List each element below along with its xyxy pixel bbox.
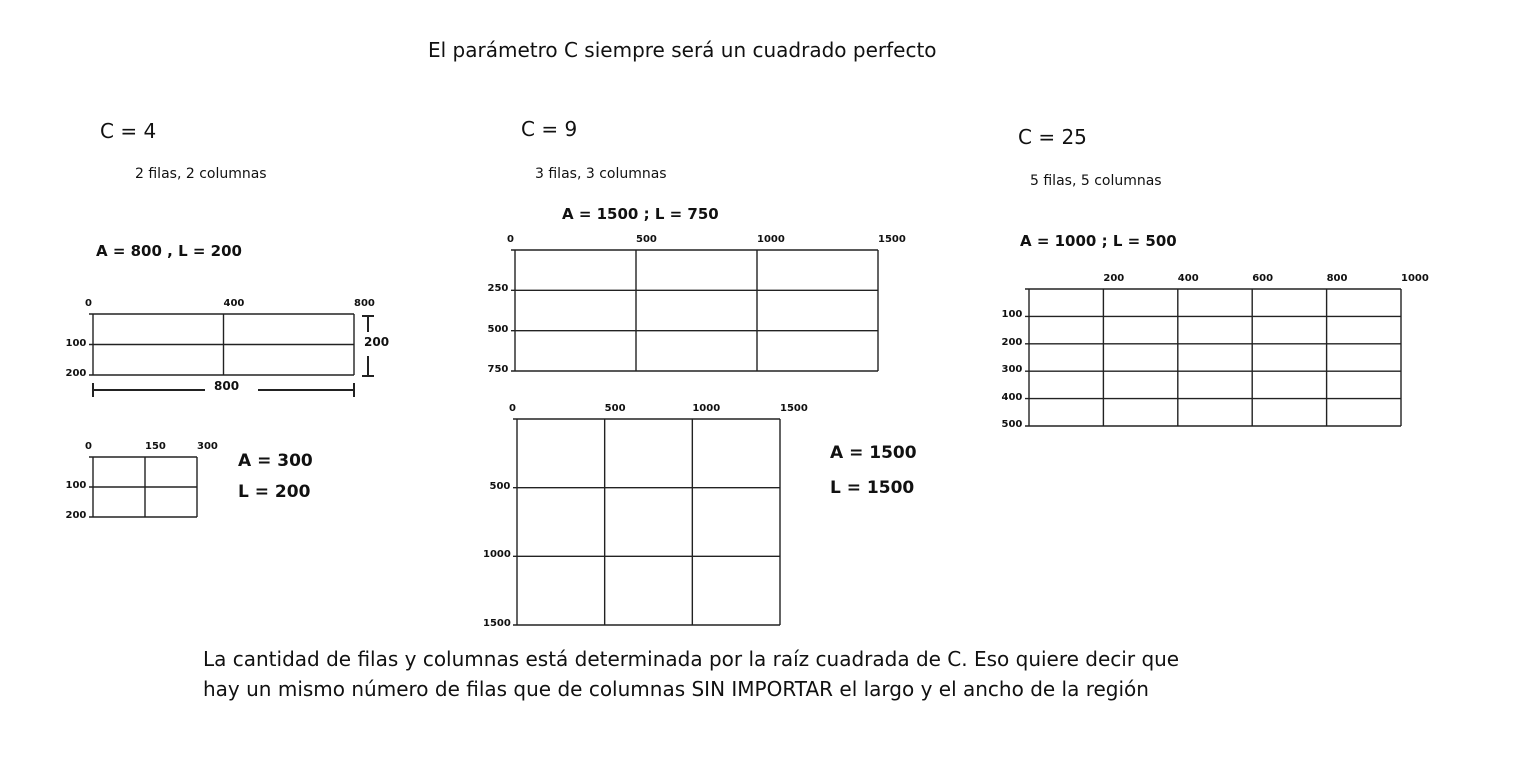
grid2-width: A = 300 [238,451,313,471]
top-tick-label: 0 [509,403,516,414]
rows-cols-label-4: 2 filas, 2 columnas [135,166,267,182]
top-tick-label: 300 [197,441,218,452]
grid3-dimensions: A = 1500 ; L = 750 [562,205,719,223]
top-tick-label: 200 [1103,273,1125,284]
grid4-width: A = 1500 [830,443,917,463]
top-tick-label: 0 [507,234,514,245]
top-tick-label: 150 [145,441,166,452]
top-tick-label: 1000 [757,234,785,245]
rows-cols-label-25: 5 filas, 5 columnas [1030,173,1162,189]
top-tick-label: 0 [85,441,92,452]
left-tick-label: 500 [1001,419,1023,430]
left-tick-label: 200 [65,510,87,521]
left-tick-label: 100 [65,337,87,349]
top-tick-label: 400 [223,298,245,309]
left-tick-label: 500 [489,480,511,492]
top-tick-label: 1000 [692,403,721,414]
left-tick-label: 1500 [483,618,511,629]
c-label-9: C = 9 [521,117,578,141]
top-tick-label: 1500 [878,234,906,245]
page-title: El parámetro C siempre será un cuadrado perfecto [428,38,937,62]
grid1-height-dimension: 200 [364,335,390,349]
rows-cols-label-9: 3 filas, 3 columnas [535,166,667,182]
grid1-width-dimension: 800 [214,379,240,393]
left-tick-label: 500 [487,323,509,335]
top-tick-label: 500 [604,403,626,414]
top-tick-label: 0 [85,298,92,309]
grid2-height: L = 200 [238,482,311,502]
left-tick-label: 100 [65,480,87,491]
grid4-height: L = 1500 [830,478,915,498]
top-tick-label: 800 [354,298,375,309]
c-label-4: C = 4 [100,119,157,143]
top-tick-label: 1000 [1401,273,1429,284]
top-tick-label: 500 [636,234,657,245]
left-tick-label: 250 [487,283,509,295]
grid1-dimensions: A = 800 , L = 200 [96,242,242,260]
top-tick-label: 800 [1326,273,1348,284]
grid5-dimensions: A = 1000 ; L = 500 [1020,232,1177,250]
left-tick-label: 750 [487,364,509,375]
top-tick-label: 400 [1177,273,1199,284]
left-tick-label: 1000 [483,549,511,561]
left-tick-label: 200 [1001,336,1023,348]
top-tick-label: 1500 [780,403,808,414]
footer-line-1: La cantidad de filas y columnas está determinada por la raíz cuadrada de C. Eso quiere decir que [203,647,1180,671]
c-label-25: C = 25 [1018,125,1087,149]
left-tick-label: 100 [1001,309,1023,321]
left-tick-label: 200 [65,368,87,379]
footer-line-2: hay un mismo número de filas que de columnas SIN IMPORTAR el largo y el ancho de la región [203,677,1149,701]
left-tick-label: 400 [1001,391,1023,403]
left-tick-label: 300 [1001,364,1023,376]
top-tick-label: 600 [1252,273,1274,284]
